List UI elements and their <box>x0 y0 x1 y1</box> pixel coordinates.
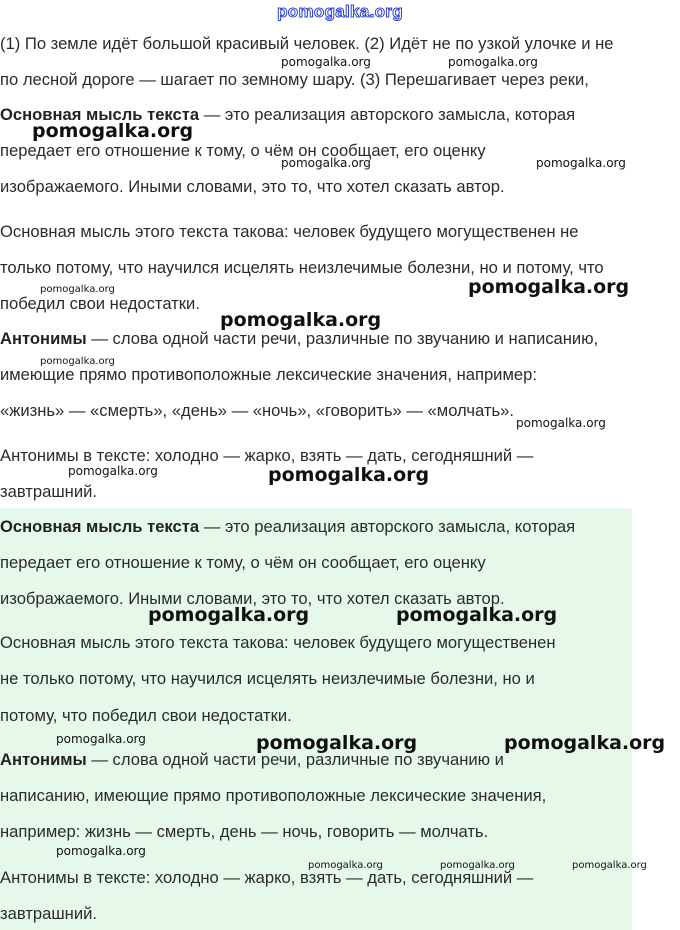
text-line: потому, что победил свои недостатки. <box>0 706 292 725</box>
text-line: Антонимы в тексте: холодно — жарко, взять — дать, сегодняшний — <box>0 446 534 465</box>
watermark: pomogalka.org <box>448 55 538 69</box>
watermark: pomogalka.org <box>396 604 558 626</box>
watermark: pomogalka.org <box>220 309 382 331</box>
watermark: pomogalka.org <box>268 464 430 486</box>
text-line: только потому, что научился исцелять неизлечимые болезни, но и потому, что <box>0 258 604 277</box>
term-antonyms: Антонимы <box>0 750 87 769</box>
text-line: не только потому, что научился исцелять неизлечимые болезни, но и <box>0 669 535 688</box>
watermark: pomogalka.org <box>516 416 606 430</box>
text-line: по лесной дороге — шагает по земному шару. (3) Перешагивает через реки, <box>0 70 589 89</box>
watermark: pomogalka.org <box>440 860 515 871</box>
term-main-idea: Основная мысль текста <box>0 517 200 536</box>
text-line <box>0 750 504 770</box>
text-line: завтрашний. <box>0 482 97 501</box>
text-line: изображаемого. Иными словами, это то, что хотел сказать автор. <box>0 589 505 608</box>
text-line-rest: — это реализация авторского замысла, которая <box>199 517 576 536</box>
text-line: например: жизнь — смерть, день — ночь, говорить — молчать. <box>0 822 489 841</box>
watermark: pomogalka.org <box>56 732 146 746</box>
term-antonyms: Антонимы <box>0 329 87 348</box>
watermark: pomogalka.org <box>504 732 666 754</box>
watermark: pomogalka.org <box>281 156 371 170</box>
watermark: pomogalka.org <box>281 55 371 69</box>
text-line: передает его отношение к тому, о чём он сообщает, его оценку <box>0 141 486 160</box>
watermark: pomogalka.org <box>32 120 194 142</box>
watermark: pomogalka.org <box>40 284 115 295</box>
text-line: Антонимы в тексте: холодно — жарко, взять — дать, сегодняшний — <box>0 868 534 887</box>
text-line: победил свои недостатки. <box>0 294 200 313</box>
text-line: (1) По земле идёт большой красивый человек. (2) Идёт не по узкой улочке и не <box>0 34 614 53</box>
text-line: завтрашний. <box>0 904 97 923</box>
text-line: Основная мысль этого текста такова: человек будущего могущественен <box>0 633 556 652</box>
watermark: pomogalka.org <box>468 276 630 298</box>
watermark: pomogalka.org <box>148 604 310 626</box>
watermark: pomogalka.org <box>256 732 418 754</box>
text-line-rest: — это реализация авторского замысла, которая <box>199 105 576 124</box>
text-line: изображаемого. Иными словами, это то, что хотел сказать автор. <box>0 177 505 196</box>
text-line: «жизнь» — «смерть», «день» — «ночь», «говорить» — «молчать». <box>0 401 514 420</box>
watermark: pomogalka.org <box>40 356 115 367</box>
watermark: pomogalka.org <box>308 860 383 871</box>
text-line-rest: — слова одной части речи, различные по звучанию и <box>86 750 504 769</box>
site-logo[interactable]: pomogalka.org <box>277 2 403 21</box>
text-line: Основная мысль этого текста такова: человек будущего могущественен не <box>0 222 579 241</box>
text-line: имеющие прямо противоположные лексические значения, например: <box>0 365 537 384</box>
watermark: pomogalka.org <box>572 860 647 871</box>
text-line <box>0 517 575 537</box>
watermark: pomogalka.org <box>68 464 158 478</box>
watermark: pomogalka.org <box>56 844 146 858</box>
text-line: передает его отношение к тому, о чём он сообщает, его оценку <box>0 553 486 572</box>
text-line-rest: — слова одной части речи, различные по звучанию и написанию, <box>86 329 599 348</box>
text-line: написанию, имеющие прямо противоположные лексические значения, <box>0 786 547 805</box>
term-main-idea: Основная мысль текста <box>0 105 200 124</box>
text-line <box>0 329 598 349</box>
watermark: pomogalka.org <box>536 156 626 170</box>
